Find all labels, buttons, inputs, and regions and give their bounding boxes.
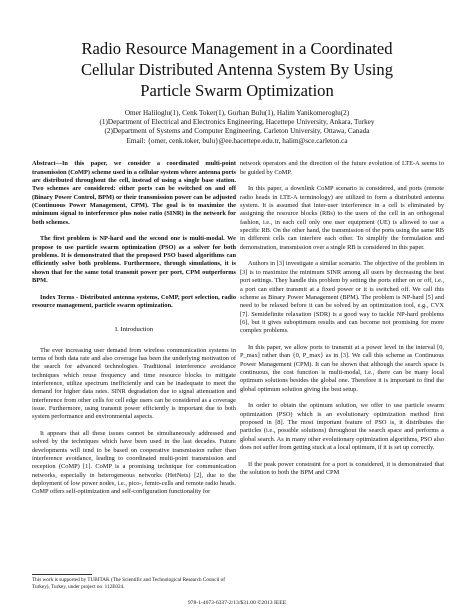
abstract: Abstract—In this paper, we consider a coordinated multi-point transmission (CoMP) scheme used in a cellular system where antenna ports are distributed throughout the cell, instead of using a single base station. Two schemes are considered: either ports can be switched on and off (Binary Power Control, BPM) or their transmission power can be adjusted (Continuous Power Management, CPM). The goal is to maximize the minimum signal to interference plus noise ratio (SINR) in the network for both schemes. — [32, 160, 236, 226]
footnote: This work is supported by TUBITAK (The Scientific and Technological Research Council of Turkey), Turkey, under project no. 112E024. — [32, 577, 225, 590]
right-column — [240, 152, 444, 486]
right-paragraph-3: Authors in [3] investigate a similar scenario. The objective of the problem in [3] is to maximize the minimum SINR among all users by decreasing the best port settings. They handle this problem by setting the ports either on or off, i.e., a port can either transmit at a fixed power or it is switched off. We call this scheme as Binary Power Management (BPM). The problem is NP-hard [5] and need to be relaxed before it can be solved by an optimization tool, e.g., CVX [7]. Semidefinite relaxation (SDR) is a good way to tackle NP-hard problems [6], but it gives suboptimum results and can become not promising for more complex problems. — [240, 260, 444, 335]
right-paragraph-5: In order to obtain the optimum solution, we offer to use particle swarm optimization (PSO) which is an evolutionary optimization method first proposed in [8]. The most important feature of PSO is, it distributes the particles (i.e., possible solutions) throughout the search space and performs a global search. As in many other evolutionary optimization algorithms, PSO also does not suffer from getting stuck at a local optimum, if it is set up correctly. — [240, 402, 444, 452]
paper-title: Radio Resource Management in a Coordinated Cellular Distributed Antenna System By Using Particle Swarm Optimization — [80, 39, 394, 100]
right-paragraph-4: In this paper, we allow ports to transmit at a power level in the interval [0, P_max] rather than {0, P_max} as in [3]. We call this scheme as Continuous Power Management (CPM). It can be shown that although the search space is continuous, the cost function is multi-modal, i.e., there can be many local optimum solutions besides the global one. Therefore it is important to find the global optimum solution giving the best setup. — [240, 343, 444, 393]
right-paragraph-6: If the peak power constraint for a port is considered, it is demonstrated that the solution to both the BPM and CPM — [240, 460, 444, 477]
intro-paragraph-2: It appears that all these issues cannot be simultaneously addressed and solved by the techniques which have been used in the last decades. Future developments will tend to be based on cooperative transmission rather than interference avoidance, leading to coordinated multi-point transmission and reception (CoMP) [1]. CoMP is a promising technique for communication networks, especially in heterogeneous networks (HetNets) [2], due to the deployment of low power nodes, i.e., pico-, femto-cells and remote radio heads. CoMP offers self-optimization and self-configuration functionality for — [32, 430, 236, 496]
index-terms: Index Terms - Distributed antenna systems, CoMP, port selection, radio resource management, particle swarm optimization. — [32, 293, 236, 310]
abstract-paragraph-2: The first problem is NP-hard and the second one is multi-modal. We propose to use particle swarm optimization (PSO) as a solver for both problems. It is demonstrated that the proposed PSO based algorithms can efficiently solve both problems. Furthermore, through simulations, it is shown that for the same total transmit power per port, CPM outperforms BPM. — [32, 235, 236, 285]
author-block: Omer Haliloglu(1), Cenk Toker(1), Gurhan Bulu(1), Halim Yanikomeroglu(2) (1)Department of Electrical and Electronics Engineering, Hacettepe University, Ankara, Turkey (2)Department of Systems and Computer Engineering, Carleton University, Ottawa, Canada Email: {omer, cenk.toker, bulu}@ee.hacettepe.edu.tr, halim@sce.carleton.ca — [99, 109, 375, 145]
right-paragraph-1: network operators and the direction of the future evolution of LTE-A seems to be guided by CoMP. — [240, 160, 444, 176]
intro-paragraph-1: The ever increasing user demand from wireless communication systems in terms of both data rate and also coverage has been the underlying motivation of the search for advanced technologies. Traditional interference avoidance techniques which reuse frequency and time resource blocks to mitigate interference, utilize spectrum inefficiently and can be inadequate to meet the demand for higher data rates. SINR degradation due to signal attenuation and interference from other cells for cell edge users can be considered as a coverage issue. Furthermore, using transmit power efficiently is important due to both system performance and environmental aspects. — [32, 346, 236, 421]
left-column — [32, 152, 236, 505]
footnote-rule — [32, 574, 92, 575]
isbn-footer: 978-1-4673-6337-2/13/$31.00 ©2013 IEEE — [187, 600, 287, 606]
section-heading-introduction: I. Introduction — [114, 325, 154, 333]
right-paragraph-2: In this paper, a downlink CoMP scenario is considered, and ports (remote radio heads in LTE-A terminology) are utilized to form a distributed antenna system. It is assumed that inter-user interference in a cell is eliminated by assigning the resource blocks (RBs) to the users of the cell in an orthogonal fashion, i.e., in each cell only one user equipment (UE) is allowed to use a specific RB. On the other hand, the transmission of the ports using the same RB in different cells can interfere each other. To simplify the formulation and demonstration, transmission over a single RB is considered in this paper. — [240, 185, 444, 251]
